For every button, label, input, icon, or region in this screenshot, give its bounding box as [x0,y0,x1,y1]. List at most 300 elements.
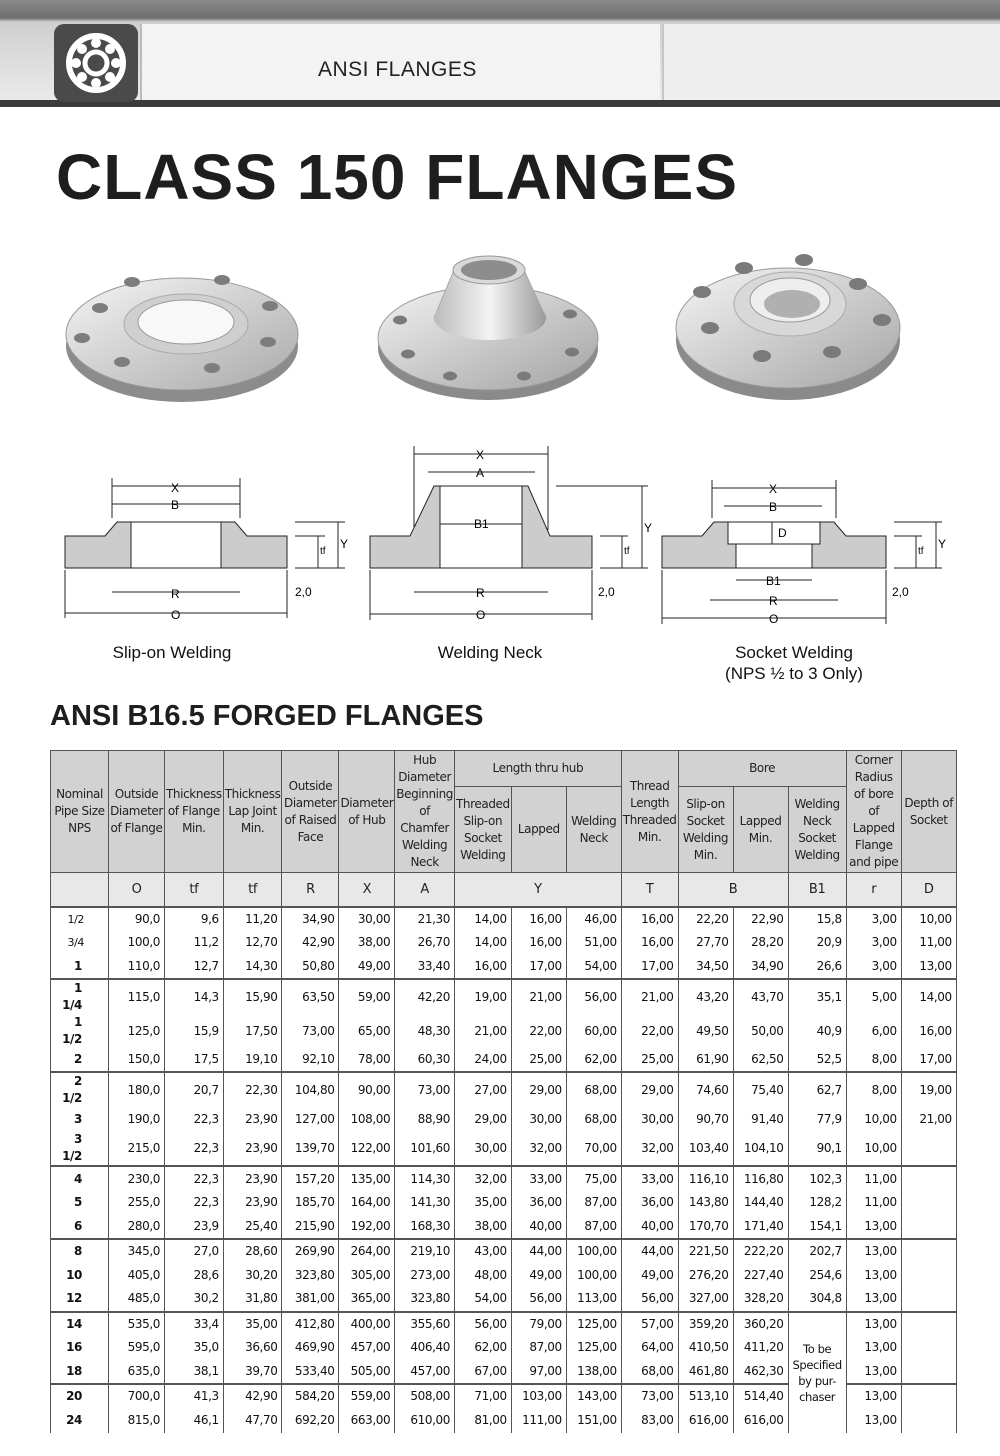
table-cell: 28,20 [733,931,788,955]
table-cell: 154,1 [788,1215,846,1239]
nps-cell: 4 [51,1166,109,1190]
table-cell: 62,7 [788,1072,846,1107]
col-header-lapped: Lapped [511,787,566,873]
table-cell: 815,0 [109,1408,165,1432]
symbol-cell: tf [223,873,282,907]
table-cell: 411,20 [733,1336,788,1360]
table-row [51,1166,957,1190]
table-cell: 83,00 [621,1408,678,1432]
table-cell: 11,2 [165,931,224,955]
table-cell: 273,00 [395,1263,455,1287]
table-cell: 280,0 [109,1215,165,1239]
slip-on-diagram [55,478,365,628]
table-cell: 276,20 [678,1263,733,1287]
col-header-od-raised-face: Outside Diameter of Raised Face [282,751,339,873]
table-cell: 13,00 [901,955,956,979]
table-cell: 400,00 [339,1312,395,1336]
table-cell: 25,40 [223,1215,282,1239]
table-cell: 323,80 [282,1263,339,1287]
table-cell: 59,00 [339,979,395,1014]
table-cell: 77,9 [788,1107,846,1131]
header-panel-right [662,24,1000,100]
table-cell: 171,40 [733,1215,788,1239]
section-title: ANSI B16.5 FORGED FLANGES [50,700,484,732]
table-cell: 65,00 [339,1014,395,1048]
table-cell: 14,00 [901,979,956,1014]
dim-tf-label: tf [918,546,924,557]
table-cell: 30,00 [621,1107,678,1131]
dim-y-label: Y [644,521,653,535]
table-cell: 36,00 [621,1191,678,1215]
table-cell: 381,00 [282,1287,339,1311]
socket-welding-diagram [652,478,952,628]
col-header-corner-radius: Corner Radius of bore of Lapped Flange and pipe [846,751,901,873]
table-cell: 34,90 [282,907,339,931]
slip-on-flange-image [62,258,302,408]
table-cell: 40,00 [621,1215,678,1239]
table-cell: 100,00 [566,1263,621,1287]
table-cell: 255,0 [109,1191,165,1215]
table-cell: 21,30 [395,907,455,931]
symbol-cell: O [109,873,165,907]
nps-cell: 12 [51,1287,109,1311]
table-cell: 26,6 [788,955,846,979]
table-cell: 20,9 [788,931,846,955]
table-cell: 102,3 [788,1166,846,1190]
table-cell: 32,00 [511,1131,566,1166]
table-cell: 103,40 [678,1131,733,1166]
table-cell: 34,90 [733,955,788,979]
table-row [51,955,957,979]
table-cell: 222,20 [733,1239,788,1263]
table-cell: 35,1 [788,979,846,1014]
table-cell: 663,00 [339,1408,395,1432]
dim-y-label: Y [340,537,349,551]
table-cell: 81,00 [455,1408,512,1432]
table-cell: 406,40 [395,1336,455,1360]
table-cell: 52,5 [788,1048,846,1072]
table-cell: 13,00 [846,1287,901,1311]
table-cell: 32,00 [621,1131,678,1166]
col-header-bore-welding-neck: Welding Neck Socket Welding [788,787,846,873]
table-cell [901,1360,956,1384]
table-cell: 365,00 [339,1287,395,1311]
table-cell: 24,00 [455,1048,512,1072]
table-cell: 535,0 [109,1312,165,1336]
table-cell: 42,20 [395,979,455,1014]
col-header-threaded: Threaded Slip-on Socket Welding [455,787,512,873]
table-body [51,907,957,1433]
table-cell: 114,30 [395,1166,455,1190]
table-cell: 23,90 [223,1131,282,1166]
col-header-thread-length: Thread Length Threaded Min. [621,751,678,873]
table-cell: 221,50 [678,1239,733,1263]
table-row [51,1107,957,1131]
table-cell [901,1287,956,1311]
table-cell: 35,00 [223,1312,282,1336]
symbol-cell: T [621,873,678,907]
nps-cell: 20 [51,1384,109,1408]
table-cell: 17,5 [165,1048,224,1072]
table-cell: 21,00 [901,1107,956,1131]
table-cell [901,1336,956,1360]
table-cell: 73,00 [621,1384,678,1408]
dim-o-label: O [171,608,181,622]
table-cell: 71,00 [455,1384,512,1408]
dim-y-label: Y [938,537,947,551]
table-cell: 304,8 [788,1287,846,1311]
table-cell: 202,7 [788,1239,846,1263]
table-cell: 56,00 [455,1312,512,1336]
table-cell: 14,00 [455,931,512,955]
table-cell: 168,30 [395,1215,455,1239]
table-cell: 111,00 [511,1408,566,1432]
table-cell: 457,00 [395,1360,455,1384]
table-cell: 505,00 [339,1360,395,1384]
table-row [51,1072,957,1107]
table-cell: 15,9 [165,1014,224,1048]
dim-b1-label: B1 [766,574,781,588]
symbol-cell: R [282,873,339,907]
table-cell: 49,50 [678,1014,733,1048]
table-cell: 141,30 [395,1191,455,1215]
table-cell: 125,00 [566,1312,621,1336]
table-cell: 6,00 [846,1014,901,1048]
logo [54,24,138,102]
table-cell: 67,00 [455,1360,512,1384]
table-row [51,1239,957,1263]
table-cell: 68,00 [566,1107,621,1131]
dim-tf-label: tf [624,546,630,557]
table-cell: 42,90 [282,931,339,955]
col-header-bore-slip-on: Slip-on Socket Welding Min. [678,787,733,873]
table-cell: 180,0 [109,1072,165,1107]
table-cell: 514,40 [733,1384,788,1408]
table-cell [901,1131,956,1166]
table-cell: 16,00 [511,907,566,931]
dim-r-label: R [476,586,485,600]
table-cell: 359,20 [678,1312,733,1336]
table-cell: 22,00 [511,1014,566,1048]
table-cell: 164,00 [339,1191,395,1215]
nps-cell: 24 [51,1408,109,1432]
table-cell: 22,3 [165,1131,224,1166]
table-cell: 15,90 [223,979,282,1014]
table-cell: 46,1 [165,1408,224,1432]
table-cell: 90,1 [788,1131,846,1166]
table-cell: 43,00 [455,1239,512,1263]
table-cell [901,1239,956,1263]
table-cell: 38,00 [455,1215,512,1239]
symbol-cell [51,873,109,907]
table-cell: 115,0 [109,979,165,1014]
dim-2-label: 2,0 [295,585,312,599]
table-cell: 23,9 [165,1215,224,1239]
table-cell: 49,00 [621,1263,678,1287]
nps-cell: 1 1/2 [51,1014,109,1048]
symbol-cell: X [339,873,395,907]
table-cell: 700,0 [109,1384,165,1408]
table-cell: 30,00 [455,1131,512,1166]
table-cell: 360,20 [733,1312,788,1336]
table-cell: 13,00 [846,1408,901,1432]
table-cell [901,1312,956,1336]
table-cell: 345,0 [109,1239,165,1263]
table-cell: 27,70 [678,931,733,955]
table-cell: 17,00 [901,1048,956,1072]
table-cell: 328,20 [733,1287,788,1311]
table-cell: 219,10 [395,1239,455,1263]
table-cell: 22,3 [165,1107,224,1131]
nps-cell: 1 1/4 [51,979,109,1014]
table-cell: 35,0 [165,1336,224,1360]
table-cell: 16,00 [511,931,566,955]
table-cell: 157,20 [282,1166,339,1190]
welding-neck-flange-image [374,248,604,408]
dim-r-label: R [769,594,778,608]
col-header-depth-socket: Depth of Socket [901,751,956,873]
table-cell: 73,00 [282,1014,339,1048]
table-cell: 461,80 [678,1360,733,1384]
table-cell: 56,00 [566,979,621,1014]
table-cell: 116,80 [733,1166,788,1190]
table-cell: 405,0 [109,1263,165,1287]
table-cell: 44,00 [511,1239,566,1263]
table-cell: 68,00 [566,1072,621,1107]
table-cell: 57,00 [621,1312,678,1336]
nps-cell: 3 [51,1107,109,1131]
table-cell: 100,0 [109,931,165,955]
col-header-thickness: Thickness of Flange Min. [165,751,224,873]
table-cell: 410,50 [678,1336,733,1360]
table-cell: 10,00 [846,1107,901,1131]
nps-cell: 1 [51,955,109,979]
socket-weld-flange-image [672,244,906,406]
dim-o-label: O [476,608,486,622]
table-cell: 51,00 [566,931,621,955]
header-title: ANSI FLANGES [318,58,477,81]
table-cell: 135,00 [339,1166,395,1190]
table-cell: 49,00 [511,1263,566,1287]
table-cell [901,1166,956,1190]
dim-x-label: X [476,448,485,462]
table-cell: 13,00 [846,1384,901,1408]
table-cell: 16,00 [455,955,512,979]
table-cell: 127,00 [282,1107,339,1131]
symbol-cell: tf [165,873,224,907]
symbol-cell: Y [455,873,622,907]
table-cell: 62,00 [455,1336,512,1360]
table-cell: 13,00 [846,1360,901,1384]
col-header-welding-neck: Welding Neck [566,787,621,873]
table-cell: 616,00 [678,1408,733,1432]
table-cell: 27,00 [455,1072,512,1107]
table-cell: 23,90 [223,1166,282,1190]
table-cell: 190,0 [109,1107,165,1131]
table-cell: 33,00 [511,1166,566,1190]
table-cell: 305,00 [339,1263,395,1287]
table-cell: 10,00 [901,907,956,931]
table-cell: 62,50 [733,1048,788,1072]
table-cell [901,1408,956,1432]
table-cell: 13,00 [846,1239,901,1263]
dim-d-label: D [778,526,787,540]
caption-slip-on: Slip-on Welding [112,643,232,662]
symbol-cell: B1 [788,873,846,907]
dim-2-label: 2,0 [892,585,909,599]
table-cell: 15,8 [788,907,846,931]
table-cell: 11,20 [223,907,282,931]
table-cell: 635,0 [109,1360,165,1384]
table-cell: 595,0 [109,1336,165,1360]
table-cell: 230,0 [109,1166,165,1190]
table-cell: 104,80 [282,1072,339,1107]
table-cell: 44,00 [621,1239,678,1263]
table-cell: 14,00 [455,907,512,931]
col-header-hub-chamfer: Hub Diameter Beginning of Chamfer Welding Neck [395,751,455,873]
col-header-bore-lapped: Lapped Min. [733,787,788,873]
col-header-od: Outside Diameter of Flange [109,751,165,873]
table-cell: 103,00 [511,1384,566,1408]
dim-tf-label: tf [320,546,326,557]
table-cell: 23,90 [223,1107,282,1131]
table-cell: 29,00 [511,1072,566,1107]
table-cell: 49,00 [339,955,395,979]
table-cell: 62,00 [566,1048,621,1072]
nps-cell: 3/4 [51,931,109,955]
nps-cell: 5 [51,1191,109,1215]
table-cell: 11,00 [846,1191,901,1215]
table-cell: 323,80 [395,1287,455,1311]
table-cell: 27,0 [165,1239,224,1263]
table-cell: 8,00 [846,1048,901,1072]
table-cell: 91,40 [733,1107,788,1131]
table-cell: 50,80 [282,955,339,979]
symbol-cell: D [901,873,956,907]
table-cell: 33,00 [621,1166,678,1190]
caption-socket-welding: Socket Welding [735,643,853,662]
table-cell: 19,10 [223,1048,282,1072]
table-cell: 30,00 [511,1107,566,1131]
table-cell: 38,00 [339,931,395,955]
table-row [51,979,957,1014]
dim-b-label: B [769,500,778,514]
table-row [51,1287,957,1311]
table-cell: 30,20 [223,1263,282,1287]
table-cell: 185,70 [282,1191,339,1215]
table-cell: 457,00 [339,1336,395,1360]
spec-note-cell: To be Specified by pur- chaser [788,1312,846,1433]
dim-2-label: 2,0 [598,585,615,599]
col-header-nps: Nominal Pipe Size NPS [51,751,109,873]
table-cell: 5,00 [846,979,901,1014]
table-cell: 469,90 [282,1336,339,1360]
table-cell: 19,00 [455,979,512,1014]
table-cell: 78,00 [339,1048,395,1072]
table-cell: 215,0 [109,1131,165,1166]
table-cell: 16,00 [621,931,678,955]
table-cell: 40,9 [788,1014,846,1048]
table-cell: 513,10 [678,1384,733,1408]
flange-dimension-table [50,750,957,1433]
table-cell: 17,00 [511,955,566,979]
flange-logo-icon [65,32,127,94]
table-cell: 10,00 [846,1131,901,1166]
table-cell: 125,0 [109,1014,165,1048]
table-cell: 22,90 [733,907,788,931]
table-cell: 87,00 [566,1191,621,1215]
nps-cell: 2 [51,1048,109,1072]
table-cell: 150,0 [109,1048,165,1072]
table-cell: 68,00 [621,1360,678,1384]
dim-r-label: R [171,587,180,601]
table-cell: 22,3 [165,1191,224,1215]
dim-x-label: X [171,481,180,495]
table-cell: 11,00 [846,1166,901,1190]
dim-x-label: X [769,482,778,496]
table-cell: 122,00 [339,1131,395,1166]
table-cell: 40,00 [511,1215,566,1239]
table-cell: 56,00 [621,1287,678,1311]
table-cell: 25,00 [621,1048,678,1072]
table-cell: 227,40 [733,1263,788,1287]
table-cell: 21,00 [621,979,678,1014]
symbol-cell: r [846,873,901,907]
table-cell: 327,00 [678,1287,733,1311]
table-cell: 3,00 [846,955,901,979]
table-cell [901,1384,956,1408]
table-cell: 74,60 [678,1072,733,1107]
table-cell: 125,00 [566,1336,621,1360]
table-row [51,1215,957,1239]
nps-cell: 18 [51,1360,109,1384]
table-cell: 13,00 [846,1312,901,1336]
nps-cell: 3 1/2 [51,1131,109,1166]
symbol-cell: A [395,873,455,907]
table-cell: 113,00 [566,1287,621,1311]
table-cell: 559,00 [339,1384,395,1408]
table-cell: 60,00 [566,1014,621,1048]
table-cell: 64,00 [621,1336,678,1360]
table-cell: 22,3 [165,1166,224,1190]
table-cell: 128,2 [788,1191,846,1215]
table-cell: 610,00 [395,1408,455,1432]
table-cell: 19,00 [901,1072,956,1107]
table-cell: 73,00 [395,1072,455,1107]
nps-cell: 1/2 [51,907,109,931]
table-cell: 29,00 [621,1072,678,1107]
table-cell: 90,70 [678,1107,733,1131]
table-cell: 138,00 [566,1360,621,1384]
table-cell: 61,90 [678,1048,733,1072]
table-cell: 485,0 [109,1287,165,1311]
table-cell: 170,70 [678,1215,733,1239]
table-cell: 38,1 [165,1360,224,1384]
table-cell: 12,7 [165,955,224,979]
table-cell: 17,00 [621,955,678,979]
dim-o-label: O [769,612,779,626]
table-row [51,1191,957,1215]
table-cell: 92,10 [282,1048,339,1072]
table-row [51,1014,957,1048]
table-cell: 87,00 [566,1215,621,1239]
nps-cell: 2 1/2 [51,1072,109,1107]
table-cell [901,1263,956,1287]
table-cell: 26,70 [395,931,455,955]
table-cell: 22,20 [678,907,733,931]
table-cell: 90,0 [109,907,165,931]
table-cell: 46,00 [566,907,621,931]
